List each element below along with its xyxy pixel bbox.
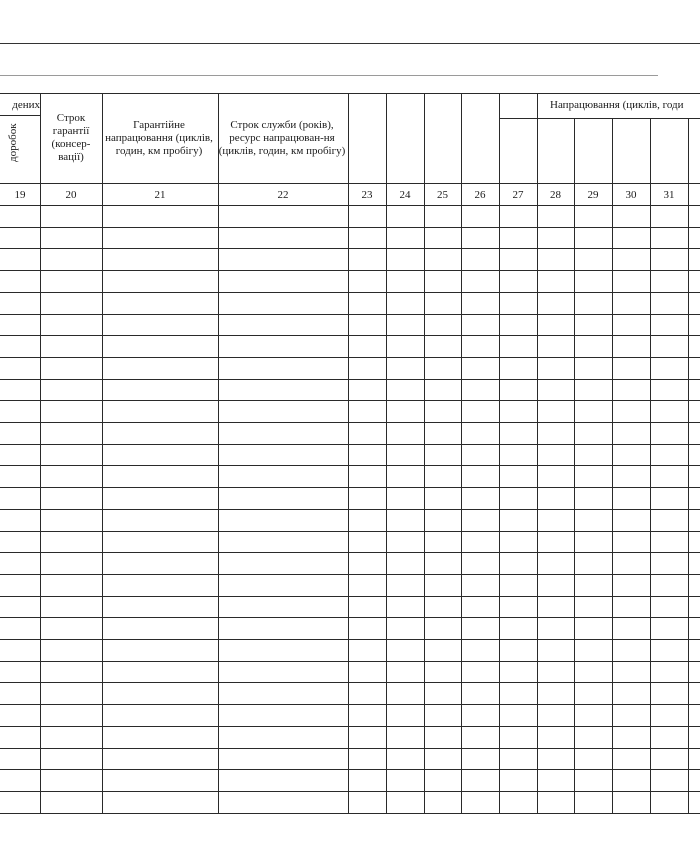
group-header-left: дених: [12, 98, 40, 111]
table-row-border: [0, 813, 700, 814]
table-row-border: [0, 704, 700, 705]
header-col-22: Строк служби (років), ресурс напрацюван-ня (циклів, годин, км пробігу): [218, 118, 346, 157]
table-row-border: [0, 444, 700, 445]
header-col-20: Строк гарантії (консер-вації): [51, 112, 91, 163]
table-row-border: [0, 769, 700, 770]
header-dorobok: доробок: [7, 123, 19, 162]
table-row-border: [0, 552, 700, 553]
group-right-split: [499, 118, 700, 119]
col-number-28: 28: [550, 189, 561, 201]
table-row-border: [0, 400, 700, 401]
col-number-25: 25: [437, 189, 448, 201]
col-number-20: 20: [65, 189, 77, 201]
table-row-border: [0, 465, 700, 466]
column-border: [499, 93, 500, 813]
table-row-border: [0, 248, 700, 249]
col-number-31: 31: [663, 189, 675, 201]
table-row-border: [0, 292, 700, 293]
table-row-border: [0, 379, 700, 380]
column-border: [612, 118, 613, 813]
table-row-border: [0, 357, 700, 358]
table-row-border: [0, 596, 700, 597]
column-border: [650, 118, 651, 813]
column-border: [102, 93, 103, 813]
group-left-split: [0, 115, 40, 116]
table-row-border: [0, 661, 700, 662]
col-number-19: 19: [14, 189, 26, 201]
table-row-border: [0, 314, 700, 315]
col-number-29: 29: [587, 189, 599, 201]
table-row-border: [0, 335, 700, 336]
table-row-border: [0, 791, 700, 792]
table-row-border: [0, 509, 700, 510]
column-border: [386, 93, 387, 813]
col-number-30: 30: [625, 189, 637, 201]
col-number-26: 26: [474, 189, 486, 201]
group-header-right: Напрацювання (циклів, годи: [550, 98, 684, 111]
colnum-bottom-border: [0, 205, 700, 206]
header-top-border: [0, 93, 700, 94]
col-number-24: 24: [399, 189, 411, 201]
col-number-23: 23: [361, 189, 373, 201]
col-number-22: 22: [277, 189, 289, 201]
header-col-21: Гарантійне напрацювання (циклів, годин, км пробігу): [105, 118, 213, 157]
table-row-border: [0, 617, 700, 618]
table-row-border: [0, 682, 700, 683]
column-border: [537, 93, 538, 813]
table-row-border: [0, 531, 700, 532]
table-row-border: [0, 748, 700, 749]
column-border: [40, 93, 41, 813]
table-row-border: [0, 487, 700, 488]
table-row-border: [0, 270, 700, 271]
column-border: [461, 93, 462, 813]
colnum-top-border: [0, 183, 700, 184]
table-row-border: [0, 639, 700, 640]
table-row-border: [0, 227, 700, 228]
table-row-border: [0, 422, 700, 423]
table-row-border: [0, 726, 700, 727]
column-border: [424, 93, 425, 813]
column-border: [688, 118, 689, 813]
col-number-21: 21: [154, 189, 166, 201]
col-number-27: 27: [512, 189, 524, 201]
column-border: [218, 93, 219, 813]
column-border: [574, 118, 575, 813]
column-border: [348, 93, 349, 813]
table-row-border: [0, 574, 700, 575]
